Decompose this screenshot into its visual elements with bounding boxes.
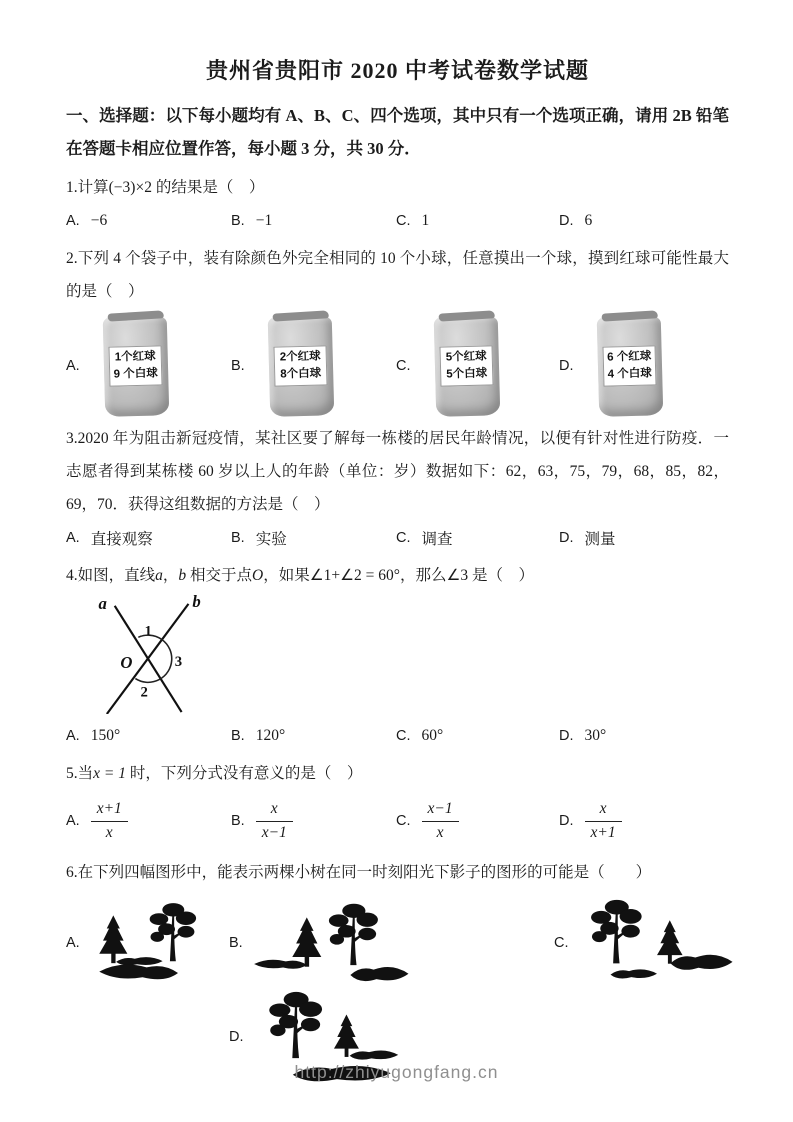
option: [231, 727, 396, 745]
big-tree-icon: [149, 903, 195, 961]
option: [559, 799, 729, 842]
question-1-stem: 1.计算(−3)×2 的结果是（ ）: [66, 179, 265, 196]
option: [66, 897, 238, 989]
question-1: [66, 171, 729, 236]
question-2-stem: 2.下列 4 个袋子中，装有除颜色外完全相同的 10 个小球，任意摸出一个球，摸到红球可能性最大的是（ ）: [66, 250, 729, 300]
trees-figure-a: [88, 897, 238, 989]
fraction: $\frac{x}{x-1}$: [256, 799, 293, 842]
shadow-shape: [610, 969, 656, 978]
page-title: 贵州省贵阳市 2020 中考试卷数学试题: [205, 58, 589, 83]
question-6-options: [66, 893, 729, 1087]
option: [231, 212, 396, 230]
big-tree-icon: [591, 900, 642, 963]
option: [231, 799, 396, 842]
question-1-options: [66, 206, 729, 236]
diagram-label-angle-3: 3: [174, 653, 183, 670]
math-var: x = 1: [93, 765, 126, 782]
question-3-stem: 3.2020 年为阻击新冠疫情，某社区要了解每一栋楼的居民年龄情况，以便有针对性进行防疫．一志愿者得到某栋楼 60 岁以上人的年龄（单位：岁）数据如下：62，63，75，79，68，85，82，69，70．获得这组数据的方法是（ ）: [66, 430, 729, 513]
option: [66, 316, 231, 416]
math-var: b: [178, 567, 187, 584]
fraction: $\frac{x+1}{x}$: [91, 799, 128, 842]
question-2: [66, 242, 729, 416]
diagram-label-point-o: O: [120, 652, 133, 672]
shadow-shape: [350, 967, 408, 981]
pine-tree-icon: [99, 915, 127, 963]
intersecting-lines-figure: [72, 594, 729, 719]
option-label: D.: [559, 813, 574, 829]
big-tree-icon: [269, 992, 322, 1058]
section-instructions: 一、选择题：以下每小题均有 A、B、C、四个选项，其中只有一个选项正确，请用 2B 铅笔在答题卡相应位置作答，每小题 3 分，共 30 分．: [66, 106, 729, 158]
option: [396, 799, 559, 842]
option-label: B.: [231, 530, 245, 546]
option-label: B.: [231, 813, 245, 829]
option-value: 150°: [90, 727, 121, 744]
option-value: 120°: [255, 727, 286, 744]
option-value: 30°: [584, 727, 607, 744]
question-5: [66, 757, 729, 850]
option: [559, 316, 729, 416]
question-6: [66, 856, 729, 1087]
diagram-label-angle-2: 2: [140, 684, 148, 701]
option: [396, 316, 559, 416]
question-4-options: [66, 721, 729, 751]
question-3-options: [66, 523, 729, 553]
bag-label: 5个红球 5个白球: [439, 345, 493, 386]
option-label: A.: [66, 530, 80, 546]
option: [559, 527, 729, 549]
option-value: −1: [255, 212, 273, 229]
bag-label: 6 个红球 4 个白球: [602, 345, 656, 386]
option-label: C.: [396, 213, 411, 229]
bag-icon: [102, 315, 169, 417]
option-label: D.: [559, 358, 574, 374]
bag-icon: [433, 315, 500, 417]
question-2-options: [66, 316, 729, 416]
option: [559, 212, 729, 230]
option: [231, 527, 396, 549]
question-3: [66, 422, 729, 553]
option-value: −6: [90, 212, 108, 229]
option-label: A.: [66, 213, 80, 229]
diagram-label-line-a: a: [98, 594, 107, 613]
option: [66, 527, 231, 549]
math-var: a: [155, 567, 163, 584]
footer-url: http://zhiyugongfang.cn: [294, 1062, 499, 1082]
option-label: C.: [396, 813, 411, 829]
option: [396, 727, 559, 745]
math-var: O: [252, 567, 264, 584]
diagram-label-angle-1: 1: [144, 623, 152, 640]
option-label: A.: [66, 728, 80, 744]
math-expression: ∠1+∠2 = 60°: [309, 567, 400, 584]
option-label: D.: [559, 728, 574, 744]
option: [559, 727, 729, 745]
option-label: B.: [229, 935, 243, 951]
option-label: D.: [559, 213, 574, 229]
option: [396, 212, 559, 230]
option: [66, 212, 231, 230]
trees-figure-b: [251, 897, 411, 989]
option-label: A.: [66, 358, 80, 374]
math-expression: (−3)×2: [108, 179, 152, 196]
fraction: $\frac{x-1}{x}$: [422, 799, 459, 842]
option: [66, 727, 231, 745]
question-6-stem: 6.在下列四幅图形中，能表示两棵小树在同一时刻阳光下影子的图形的可能是（ ）: [66, 864, 652, 881]
option-label: B.: [231, 358, 245, 374]
option-label: C.: [396, 358, 411, 374]
option-label: C.: [554, 935, 569, 951]
pine-tree-icon: [657, 920, 683, 963]
option-value: 1: [421, 212, 430, 229]
option-label: D.: [229, 1029, 244, 1045]
big-tree-icon: [329, 904, 378, 965]
shadow-shape: [116, 957, 163, 965]
option-label: B.: [231, 728, 245, 744]
question-4-stem: 4.如图，直线a，b 相交于点O，如果∠1+∠2 = 60°，那么∠3 是（ ）: [66, 567, 535, 584]
pine-tree-icon: [333, 1014, 358, 1056]
option-label: C.: [396, 530, 411, 546]
option-label: A.: [66, 935, 80, 951]
option-label: C.: [396, 728, 411, 744]
bag-icon: [267, 315, 334, 417]
option-label: B.: [231, 213, 245, 229]
diagram-label-line-b: b: [192, 594, 201, 611]
question-5-options: [66, 792, 729, 850]
option: [66, 799, 231, 842]
shadow-shape: [349, 1050, 398, 1059]
question-5-stem: 5.当x = 1 时，下列分式没有意义的是（ ）: [66, 765, 363, 782]
option-value: 60°: [421, 727, 444, 744]
option-value: 6: [584, 212, 593, 229]
option-label: A.: [66, 813, 80, 829]
option: [396, 527, 559, 549]
bag-label: 2个红球 8个白球: [273, 345, 327, 386]
fraction: $\frac{x}{x+1}$: [585, 799, 622, 842]
option-value: 实验: [255, 531, 287, 548]
shadow-shape: [99, 965, 178, 980]
option: [231, 316, 396, 416]
option-label: D.: [559, 530, 574, 546]
math-expression: ∠3: [446, 567, 469, 584]
pine-tree-icon: [292, 917, 321, 966]
option-value: 调查: [421, 531, 453, 548]
option: [554, 897, 737, 989]
option-value: 测量: [584, 531, 616, 548]
option: [229, 897, 411, 989]
bag-label: 1个红球 9 个白球: [108, 345, 162, 386]
bag-icon: [596, 315, 663, 417]
trees-figure-c: [577, 897, 737, 989]
shadow-shape: [254, 960, 307, 969]
question-4: [66, 559, 729, 751]
shadow-shape: [670, 955, 732, 970]
option-value: 直接观察: [90, 531, 153, 548]
